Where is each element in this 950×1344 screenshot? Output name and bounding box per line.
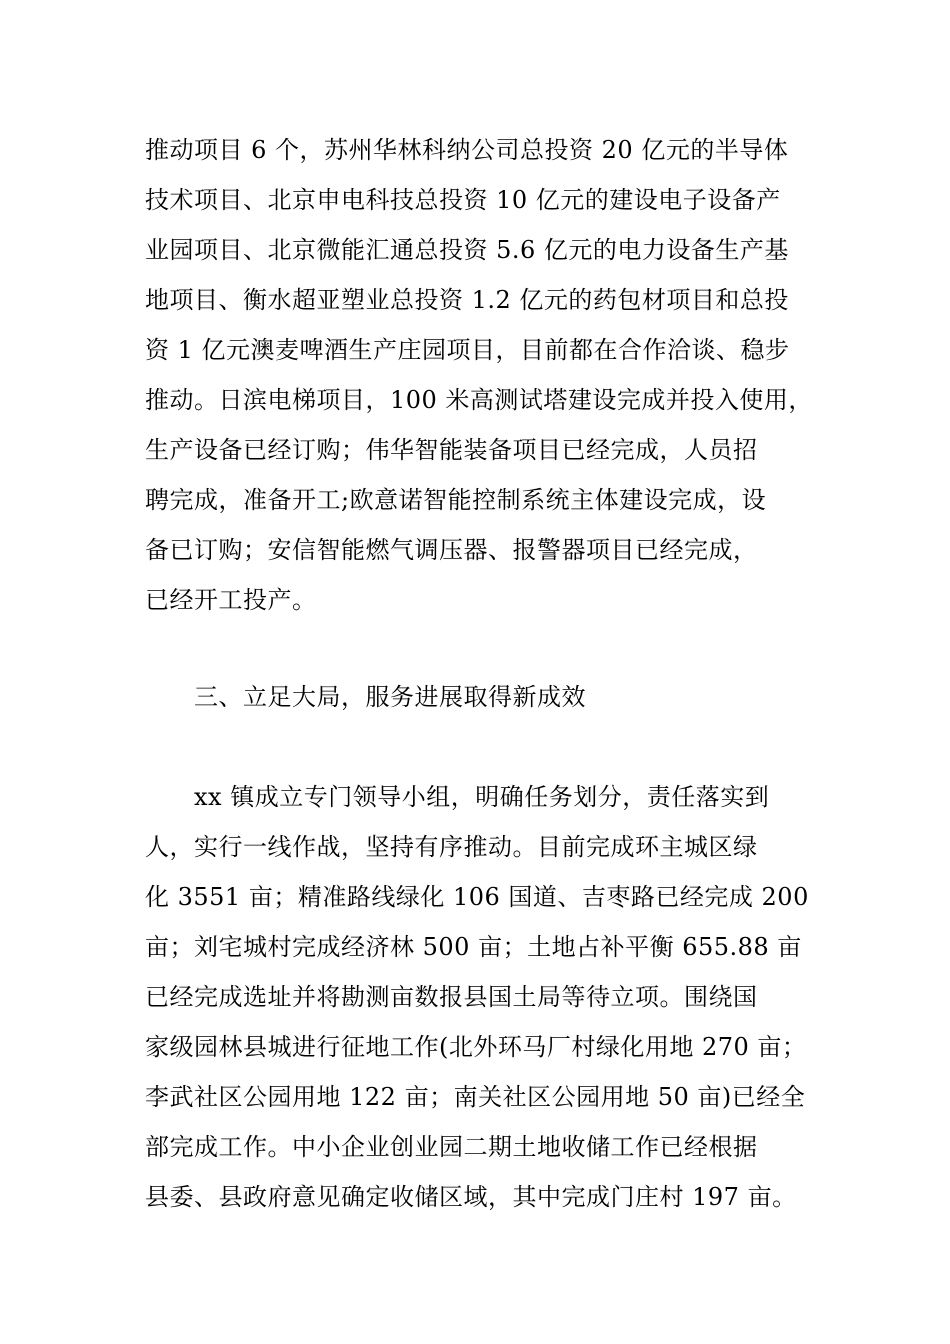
paragraph-2-line-4: 亩；刘宅城村完成经济林 500 亩；土地占补平衡 655.88 亩 <box>145 933 802 961</box>
paragraph-2-line-6: 家级园林县城进行征地工作(北外环马厂村绿化用地 270 亩； <box>145 1033 807 1061</box>
paragraph-1-line-7: 生产设备已经订购；伟华智能装备项目已经完成，人员招 <box>145 436 758 464</box>
paragraph-2-line-2: 人，实行一线作战，坚持有序推动。目前完成环主城区绿 <box>145 833 758 861</box>
paragraph-1-line-3: 业园项目、北京微能汇通总投资 5.6 亿元的电力设备生产基 <box>145 236 789 264</box>
paragraph-2-line-7: 李武社区公园用地 122 亩；南关社区公园用地 50 亩)已经全 <box>145 1083 806 1111</box>
paragraph-2-line-8: 部完成工作。中小企业创业园二期土地收储工作已经根据 <box>145 1133 758 1161</box>
paragraph-2-line-3: 化 3551 亩；精准路线绿化 106 国道、吉枣路已经完成 200 <box>145 883 809 911</box>
paragraph-1-line-1: 推动项目 6 个，苏州华林科纳公司总投资 20 亿元的半导体 <box>145 136 789 164</box>
paragraph-1-line-6: 推动。日滨电梯项目，100 米高测试塔建设完成并投入使用， <box>145 386 813 414</box>
paragraph-2-line-1: xx 镇成立专门领导小组，明确任务划分，责任落实到 <box>194 783 770 811</box>
paragraph-1-line-10: 已经开工投产。 <box>145 586 317 614</box>
paragraph-1-line-5: 资 1 亿元澳麦啤酒生产庄园项目，目前都在合作洽谈、稳步 <box>145 336 790 364</box>
section-heading: 三、立足大局，服务进展取得新成效 <box>194 683 586 711</box>
paragraph-2-line-5: 已经完成选址并将勘测亩数报县国土局等待立项。围绕国 <box>145 983 758 1011</box>
paragraph-1-line-8: 聘完成，准备开工;欧意诺智能控制系统主体建设完成，设 <box>145 486 767 514</box>
paragraph-1-line-2: 技术项目、北京申电科技总投资 10 亿元的建设电子设备产 <box>145 186 781 214</box>
paragraph-1-line-9: 备已订购；安信智能燃气调压器、报警器项目已经完成， <box>145 536 758 564</box>
paragraph-1-line-4: 地项目、衡水超亚塑业总投资 1.2 亿元的药包材项目和总投 <box>145 286 789 314</box>
paragraph-2-line-9: 县委、县政府意见确定收储区域，其中完成门庄村 197 亩。 <box>145 1183 797 1211</box>
